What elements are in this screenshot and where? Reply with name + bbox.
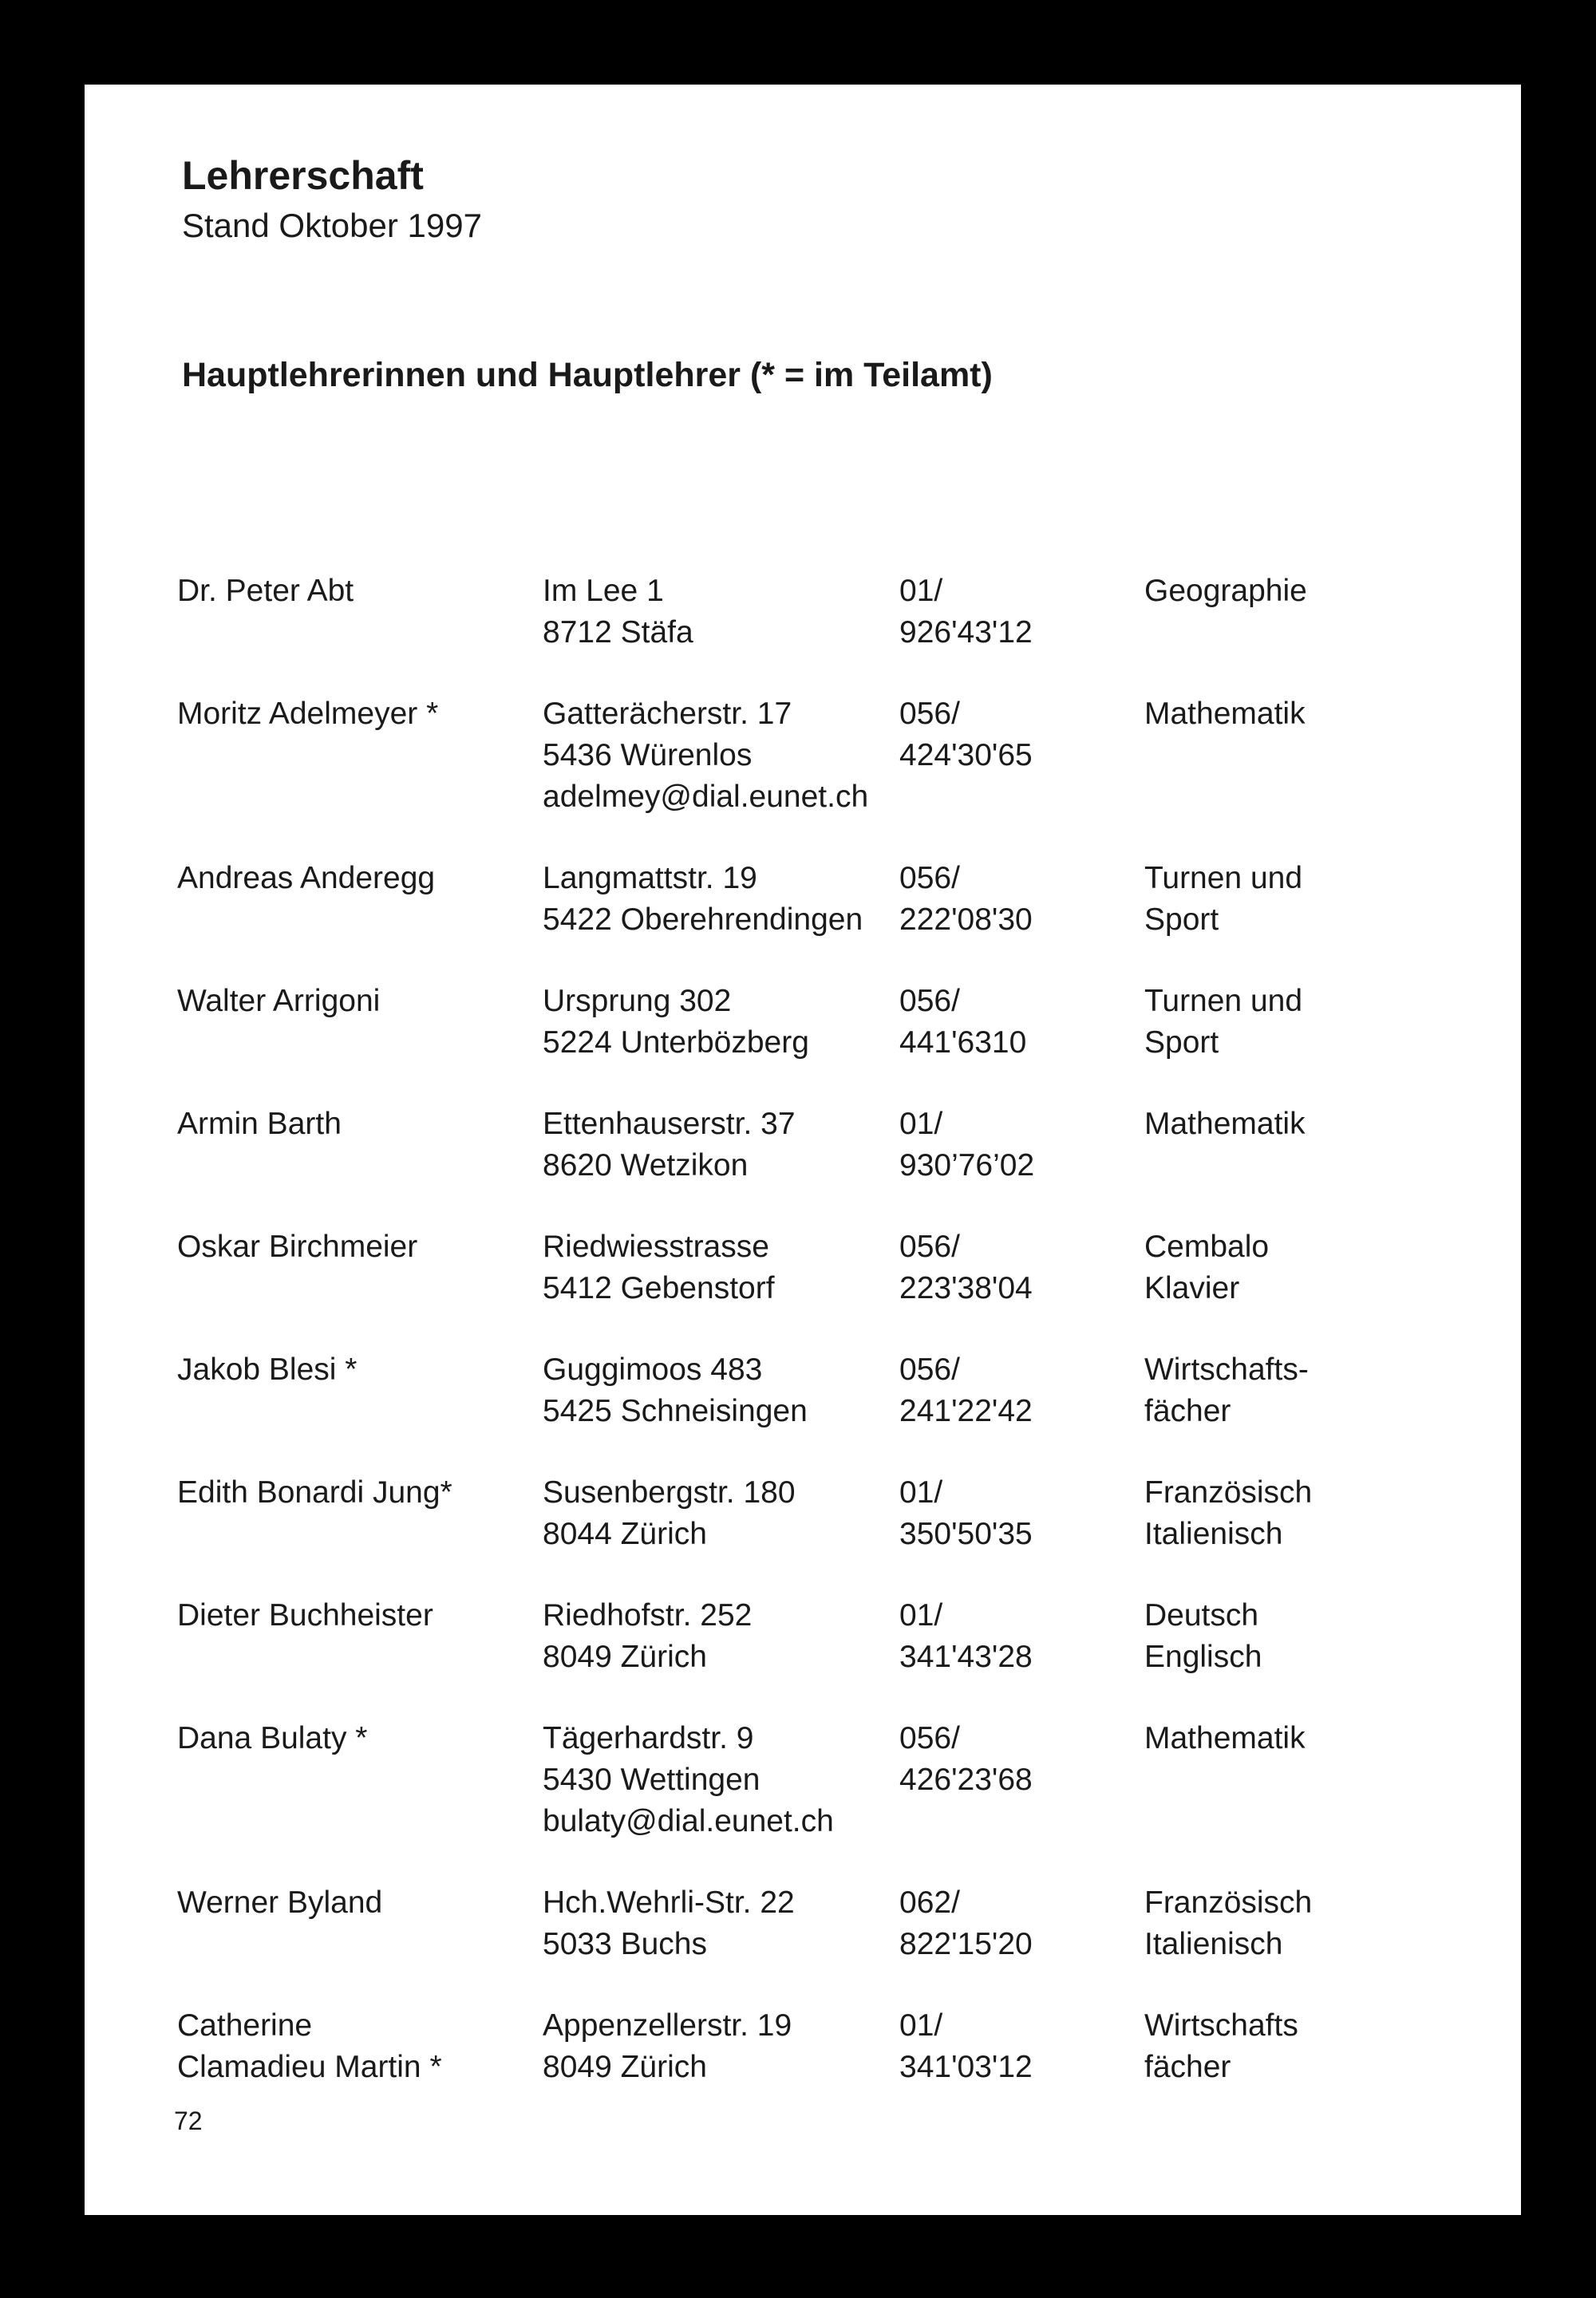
teacher-subject-line: Mathematik [1144,1107,1306,1141]
teacher-phone-line: 926'43'12 [899,615,1033,650]
teacher-address-line: 5033 Buchs [543,1927,707,1961]
teacher-address-line: 8044 Zürich [543,1517,707,1551]
teacher-phone [899,981,1139,1064]
teacher-name [177,858,536,899]
teacher-name-line: Dr. Peter Abt [177,574,354,608]
teacher-address [543,693,894,818]
teacher-address-line: Appenzellerstr. 19 [543,2008,792,2043]
teacher-address-line: 5436 Würenlos [543,738,753,772]
teacher-phone-line: 01/ [899,574,943,608]
page-subtitle: Stand Oktober 1997 [182,207,482,244]
teacher-entry [177,1718,1454,1846]
teacher-subject-line: fächer [1144,1394,1231,1428]
teacher-subject-line: Klavier [1144,1271,1240,1305]
teacher-subject [1144,981,1448,1064]
teacher-name-line: Catherine [177,2008,313,2043]
teacher-phone-line: 056/ [899,1721,960,1755]
teacher-phone-line: 222'08'30 [899,902,1033,937]
teacher-name [177,981,536,1022]
teacher-name [177,1472,536,1514]
teacher-entry [177,1104,1454,1231]
teacher-subject-line: fächer [1144,2050,1231,2084]
teacher-phone-line: 223'38'04 [899,1271,1033,1305]
teacher-phone [899,1472,1139,1555]
teacher-name [177,1882,536,1924]
teacher-name-line: Dana Bulaty * [177,1721,368,1755]
teacher-name [177,1718,536,1759]
teacher-name [177,1104,536,1145]
teacher-phone-line: 01/ [899,1475,943,1510]
teacher-address-line: Riedhofstr. 252 [543,1598,753,1633]
teacher-subject-line: Englisch [1144,1640,1262,1674]
teacher-subject [1144,1472,1448,1555]
teacher-address [543,1718,894,1842]
teacher-name-line: Werner Byland [177,1885,383,1920]
teacher-address-line: bulaty@dial.eunet.ch [543,1804,834,1838]
teacher-phone [899,693,1139,776]
teacher-address-line: Hch.Wehrli-Str. 22 [543,1885,795,1920]
teacher-name-line: Dieter Buchheister [177,1598,433,1633]
teacher-address-line: 8049 Zürich [543,1640,707,1674]
teacher-phone [899,571,1139,653]
teacher-entry [177,1349,1454,1477]
teacher-name [177,693,536,735]
teacher-subject [1144,1226,1448,1309]
teacher-phone [899,2005,1139,2088]
teacher-entry [177,858,1454,985]
teacher-subject-line: Sport [1144,902,1219,937]
teacher-address [543,1472,894,1555]
teacher-phone-line: 441'6310 [899,1025,1027,1060]
teacher-address-line: 5224 Unterbözberg [543,1025,809,1060]
teacher-phone-line: 341'03'12 [899,2050,1033,2084]
teacher-name-line: Walter Arrigoni [177,984,381,1018]
teacher-phone-line: 424'30'65 [899,738,1033,772]
teacher-address [543,981,894,1064]
teacher-entry [177,1472,1454,1600]
teacher-phone [899,1349,1139,1432]
teacher-address-line: Susenbergstr. 180 [543,1475,796,1510]
teacher-name-line: Armin Barth [177,1107,342,1141]
teacher-name-line: Oskar Birchmeier [177,1230,418,1264]
teacher-name [177,1349,536,1391]
teacher-subject-line: Turnen und [1144,861,1303,895]
teacher-address [543,1595,894,1678]
teacher-phone-line: 341'43'28 [899,1640,1033,1674]
teacher-subject [1144,858,1448,941]
teacher-name-line: Jakob Blesi * [177,1352,358,1387]
teacher-subject-line: Cembalo [1144,1230,1270,1264]
teacher-subject-line: Sport [1144,1025,1219,1060]
teacher-phone [899,1104,1139,1187]
teacher-subject [1144,1104,1448,1145]
teacher-entry [177,981,1454,1108]
teacher-address [543,858,894,941]
teacher-address-line: Im Lee 1 [543,574,664,608]
teacher-address-line: 8620 Wetzikon [543,1148,749,1183]
teacher-subject-line: Mathematik [1144,697,1306,731]
teacher-subject-line: Turnen und [1144,984,1303,1018]
teacher-address [543,1882,894,1965]
teacher-entry [177,1595,1454,1723]
page-title: Lehrerschaft [182,153,424,198]
teacher-subject [1144,1349,1448,1432]
teacher-name-line: Clamadieu Martin * [177,2050,442,2084]
section-heading: Hauptlehrerinnen und Hauptlehrer (* = im Teilamt) [182,356,993,394]
teacher-subject [1144,571,1448,612]
teacher-address-line: Guggimoos 483 [543,1352,763,1387]
teacher-name-line: Moritz Adelmeyer * [177,697,439,731]
teacher-name [177,1595,536,1637]
teacher-phone-line: 241'22'42 [899,1394,1033,1428]
teacher-subject-line: Wirtschafts- [1144,1352,1309,1387]
teacher-subject [1144,1718,1448,1759]
teacher-phone [899,1226,1139,1309]
teacher-address-line: Ettenhauserstr. 37 [543,1107,796,1141]
teacher-subject-line: Mathematik [1144,1721,1306,1755]
teacher-address-line: Ursprung 302 [543,984,732,1018]
teacher-subject-line: Französisch [1144,1885,1313,1920]
teacher-address-line: 8712 Stäfa [543,615,693,650]
teacher-address-line: 5412 Gebenstorf [543,1271,775,1305]
teacher-name [177,1226,536,1268]
teacher-phone [899,1595,1139,1678]
teacher-phone [899,1882,1139,1965]
teacher-phone-line: 056/ [899,1352,960,1387]
teacher-phone-line: 350'50'35 [899,1517,1033,1551]
teacher-subject [1144,1595,1448,1678]
teacher-subject-line: Geographie [1144,574,1307,608]
page-number: 72 [174,2106,203,2135]
teacher-address [543,1226,894,1309]
teacher-subject [1144,1882,1448,1965]
teacher-subject-line: Deutsch [1144,1598,1259,1633]
teacher-name [177,571,536,612]
teacher-phone-line: 062/ [899,1885,960,1920]
teacher-address-line: Langmattstr. 19 [543,861,757,895]
teacher-address-line: Riedwiesstrasse [543,1230,769,1264]
teacher-address [543,1349,894,1432]
teacher-subject-line: Italienisch [1144,1517,1283,1551]
teacher-name-line: Edith Bonardi Jung* [177,1475,452,1510]
teacher-name-line: Andreas Anderegg [177,861,436,895]
teacher-entry [177,693,1454,821]
teacher-subject [1144,693,1448,735]
teacher-address [543,571,894,653]
teacher-phone-line: 930’76’02 [899,1148,1035,1183]
teacher-address-line: Gatterächerstr. 17 [543,697,792,731]
teacher-phone-line: 822'15'20 [899,1927,1033,1961]
teacher-phone-line: 056/ [899,1230,960,1264]
teacher-address-line: 8049 Zürich [543,2050,707,2084]
teacher-phone-line: 056/ [899,697,960,731]
teacher-address-line: 5422 Oberehrendingen [543,902,863,937]
teacher-name [177,2005,536,2088]
teacher-entry [177,2005,1454,2133]
teacher-phone-line: 01/ [899,1598,943,1633]
teacher-phone [899,858,1139,941]
teacher-address-line: 5425 Schneisingen [543,1394,808,1428]
teacher-address-line: 5430 Wettingen [543,1763,760,1797]
teacher-phone-line: 056/ [899,984,960,1018]
teacher-address-line: adelmey@dial.eunet.ch [543,780,869,814]
teacher-phone [899,1718,1139,1801]
teacher-phone-line: 01/ [899,1107,943,1141]
teacher-subject [1144,2005,1448,2088]
teacher-address [543,2005,894,2088]
teacher-phone-line: 056/ [899,861,960,895]
teacher-address-line: Tägerhardstr. 9 [543,1721,754,1755]
teacher-address [543,1104,894,1187]
teacher-subject-line: Italienisch [1144,1927,1283,1961]
teacher-phone-line: 01/ [899,2008,943,2043]
teacher-subject-line: Französisch [1144,1475,1313,1510]
teacher-entry [177,571,1454,698]
teacher-entry [177,1882,1454,2010]
teacher-entry [177,1226,1454,1354]
teacher-phone-line: 426'23'68 [899,1763,1033,1797]
teacher-subject-line: Wirtschafts [1144,2008,1298,2043]
